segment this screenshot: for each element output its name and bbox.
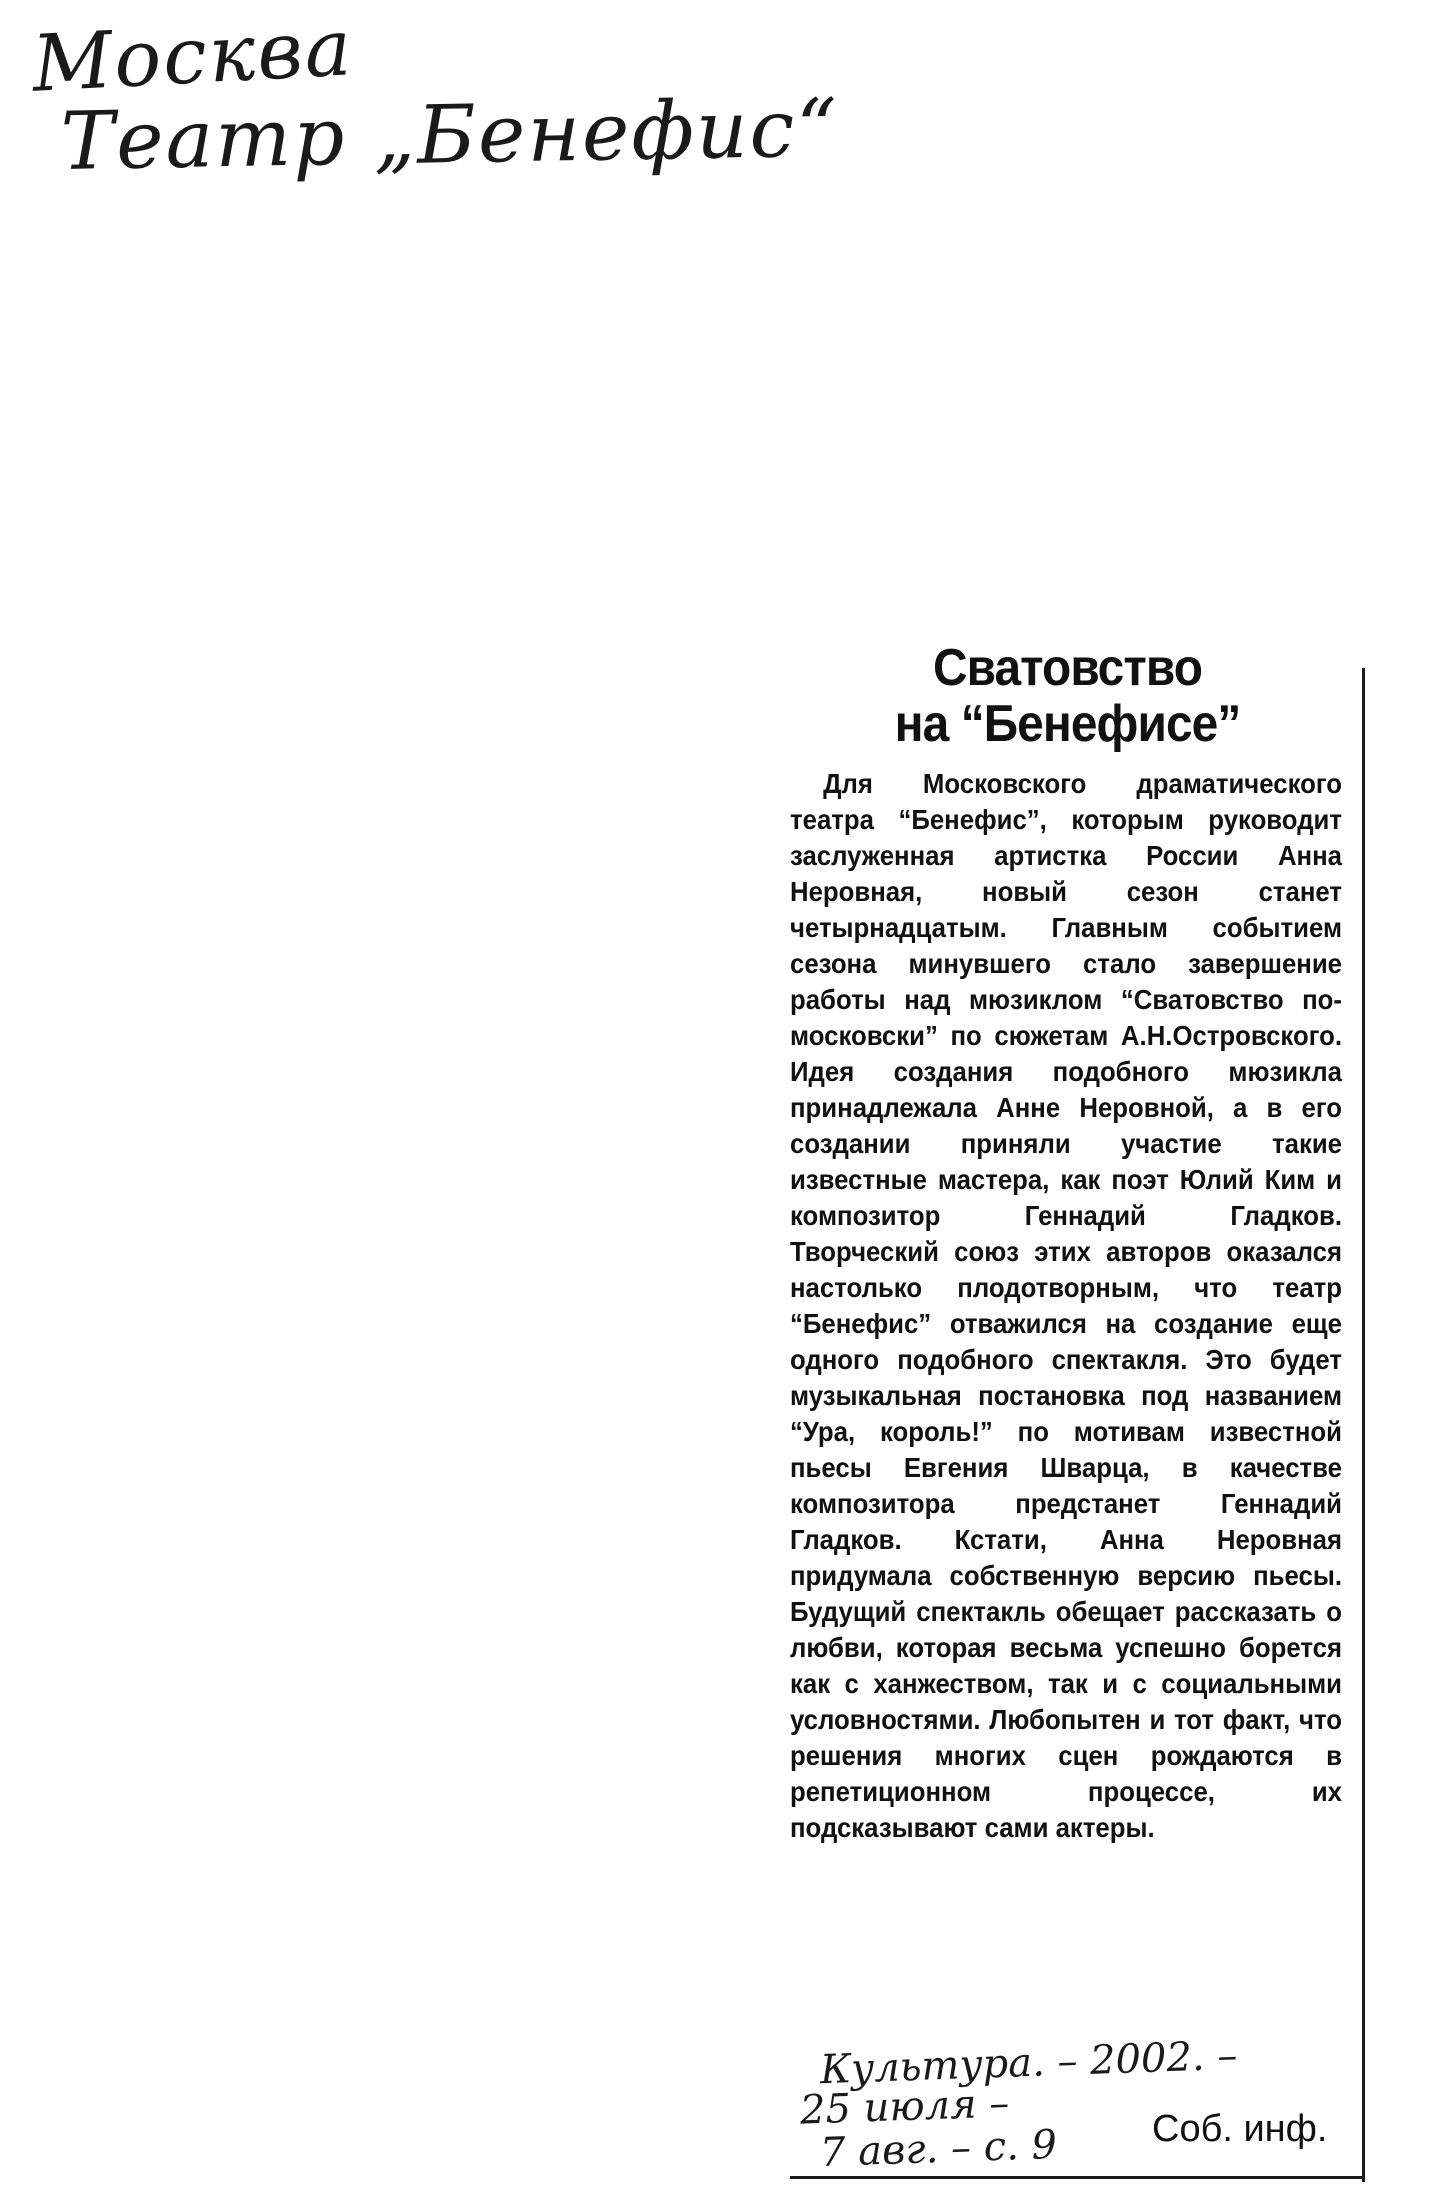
headline-line-2: на “Бенефисе” [894, 695, 1241, 753]
article-headline [812, 640, 1323, 752]
handwritten-city-note: Москва [30, 3, 356, 110]
handwritten-source-line-2: 25 июля – [799, 2080, 1011, 2134]
article-body: Для Московского драматического театра “Бенефис”, которым руководит заслуженная артистка России Анна Неровная, новый сезон станет четырнадцатым. Главным событием сезона минувшего стало завершение работы над мюзиклом “Сватовство по-московски” по сюжетам А.Н.Островского. Идея создания подобного мюзикла принадлежала Анне Неровной, а в его создании приняли участие такие известные мастера, как поэт Юлий Ким и композитор Геннадий Гладков. Творческий союз этих авторов оказался настолько плодотворным, что театр “Бенефис” отважился на создание еще одного подобного спектакля. Это будет музыкальная постановка под названием “Ура, король!” по мотивам известной пьесы Евгения Шварца, в качестве композитора предстанет Геннадий Гладков. Кстати, Анна Неровная придумала собственную версию пьесы. Будущий спектакль обещает рассказать о любви, которая весьма успешно борется как с ханжеством, так и с социальными условностями. Любопытен и тот факт, что решения многих сцен рождаются в репетиционном процессе, их подсказывают сами актеры. [790, 768, 1342, 1843]
handwritten-theatre-note: Театр „Бенефис“ [60, 81, 840, 188]
newspaper-clipping [790, 640, 1345, 2170]
handwritten-source-line-1: Культура. – 2002. – [819, 2032, 1239, 2094]
clipping-bottom-border [790, 2176, 1365, 2179]
handwritten-source-line-3: 7 авг. – с. 9 [819, 2121, 1058, 2177]
article-byline: Соб. инф. [1152, 2108, 1328, 2150]
source-note [799, 2032, 1360, 2177]
headline-line-1: Сватовство [932, 639, 1203, 697]
clipping-right-border [1362, 668, 1365, 2182]
